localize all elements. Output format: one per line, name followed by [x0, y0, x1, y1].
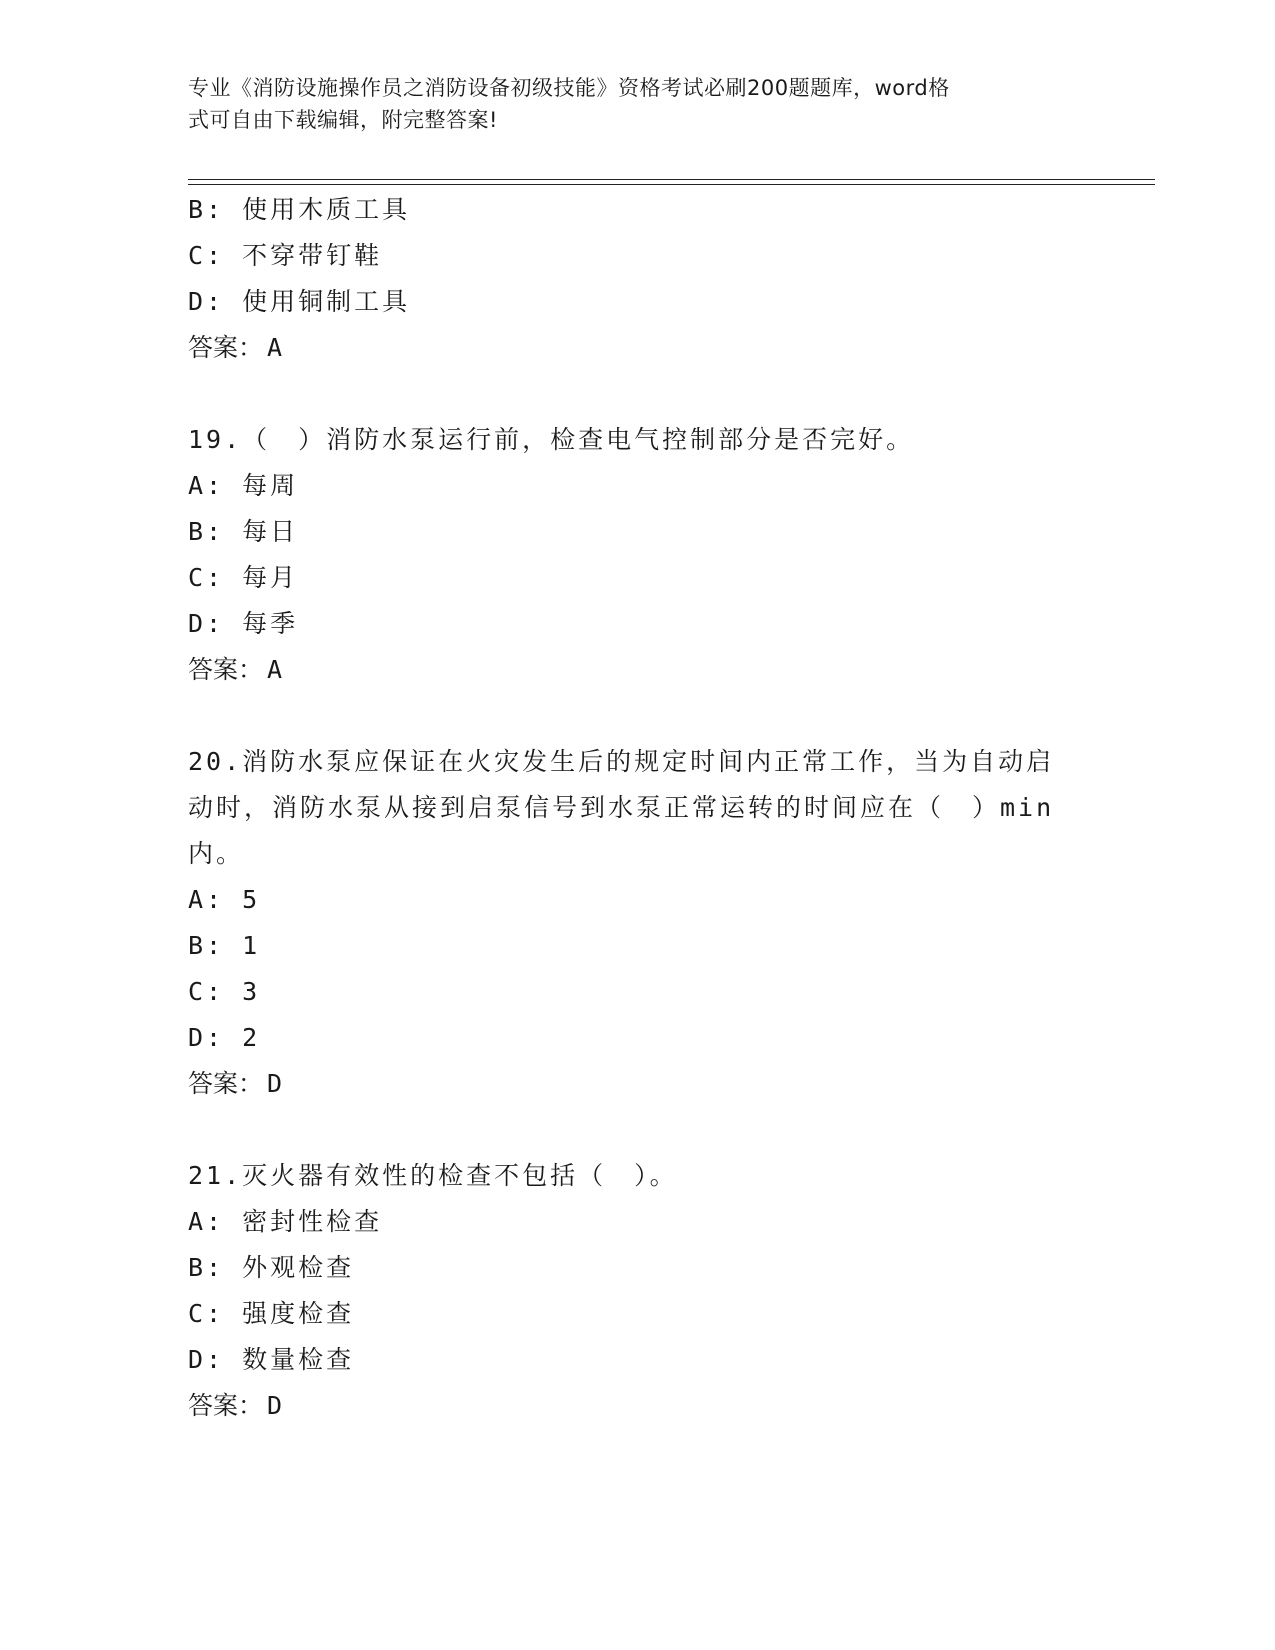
option-text: 2 [242, 1023, 261, 1052]
answer-line [188, 647, 1088, 693]
question-text: 内。 [188, 839, 245, 868]
answer-value: D [267, 1391, 283, 1420]
answer-line [188, 1061, 1088, 1107]
option-text: 每月 [242, 563, 299, 592]
header-line-1: 专业《消防设施操作员之消防设备初级技能》资格考试必刷200题题库，word格 [188, 76, 950, 100]
question-stem [188, 1153, 1088, 1199]
header-line-2: 式可自由下载编辑，附完整答案! [188, 108, 498, 132]
question-stem-line-3 [188, 831, 1088, 877]
option-label: A: [188, 471, 225, 500]
spacer [188, 693, 1088, 739]
question-list [188, 187, 1088, 1429]
answer-label: 答案： [188, 1391, 264, 1420]
option-text: 密封性检查 [242, 1207, 383, 1236]
option-label: D: [188, 1345, 225, 1374]
header-divider-top [188, 179, 1155, 180]
document-header [188, 72, 1068, 136]
option-b [188, 187, 1088, 233]
option-label: B: [188, 931, 225, 960]
option-label: A: [188, 1207, 225, 1236]
option-label: C: [188, 977, 225, 1006]
option-a [188, 1199, 1088, 1245]
question-stem-line-2 [188, 785, 1088, 831]
question-stem [188, 417, 1088, 463]
option-text: 3 [242, 977, 261, 1006]
spacer [188, 1107, 1088, 1153]
option-label: B: [188, 195, 225, 224]
answer-label: 答案： [188, 655, 264, 684]
option-label: C: [188, 241, 225, 270]
option-a [188, 463, 1088, 509]
question-text: （ ）消防水泵运行前，检查电气控制部分是否完好。 [242, 425, 915, 454]
option-c [188, 233, 1088, 279]
header-divider-bottom [188, 184, 1155, 185]
answer-line [188, 1383, 1088, 1429]
option-label: D: [188, 1023, 225, 1052]
option-text: 5 [242, 885, 261, 914]
option-text: 数量检查 [242, 1345, 355, 1374]
option-text: 1 [242, 931, 261, 960]
option-a [188, 877, 1088, 923]
answer-value: D [267, 1069, 283, 1098]
option-text: 每周 [242, 471, 299, 500]
option-label: C: [188, 1299, 225, 1328]
option-label: D: [188, 287, 225, 316]
option-c [188, 555, 1088, 601]
option-label: B: [188, 517, 225, 546]
question-21 [188, 1153, 1088, 1429]
option-text: 使用铜制工具 [242, 287, 411, 316]
option-text: 强度检查 [242, 1299, 355, 1328]
option-b [188, 509, 1088, 555]
question-19 [188, 417, 1088, 693]
option-c [188, 1291, 1088, 1337]
option-b [188, 923, 1088, 969]
question-number: 21. [188, 1161, 243, 1190]
spacer [188, 371, 1088, 417]
question-20 [188, 739, 1088, 1107]
option-c [188, 969, 1088, 1015]
answer-value: A [267, 655, 283, 684]
option-d [188, 279, 1088, 325]
option-label: A: [188, 885, 225, 914]
question-number: 19. [188, 425, 243, 454]
option-text: 外观检查 [242, 1253, 355, 1282]
option-d [188, 1337, 1088, 1383]
option-text: 不穿带钉鞋 [242, 241, 383, 270]
question-number: 20. [188, 747, 243, 776]
option-text: 每季 [242, 609, 299, 638]
question-text: 灭火器有效性的检查不包括（ ）。 [242, 1161, 678, 1190]
option-d [188, 601, 1088, 647]
option-b [188, 1245, 1088, 1291]
option-label: B: [188, 1253, 225, 1282]
option-text: 使用木质工具 [242, 195, 411, 224]
option-label: C: [188, 563, 225, 592]
question-text: 动时，消防水泵从接到启泵信号到水泵正常运转的时间应在（ ）min [188, 793, 1055, 822]
answer-line [188, 325, 1088, 371]
question-text: 消防水泵应保证在火灾发生后的规定时间内正常工作，当为自动启 [242, 747, 1055, 776]
option-text: 每日 [242, 517, 299, 546]
option-d [188, 1015, 1088, 1061]
answer-value: A [267, 333, 283, 362]
option-label: D: [188, 609, 225, 638]
answer-label: 答案： [188, 333, 264, 362]
question-stem-line-1 [188, 739, 1088, 785]
question-18-continued [188, 187, 1088, 371]
answer-label: 答案： [188, 1069, 264, 1098]
